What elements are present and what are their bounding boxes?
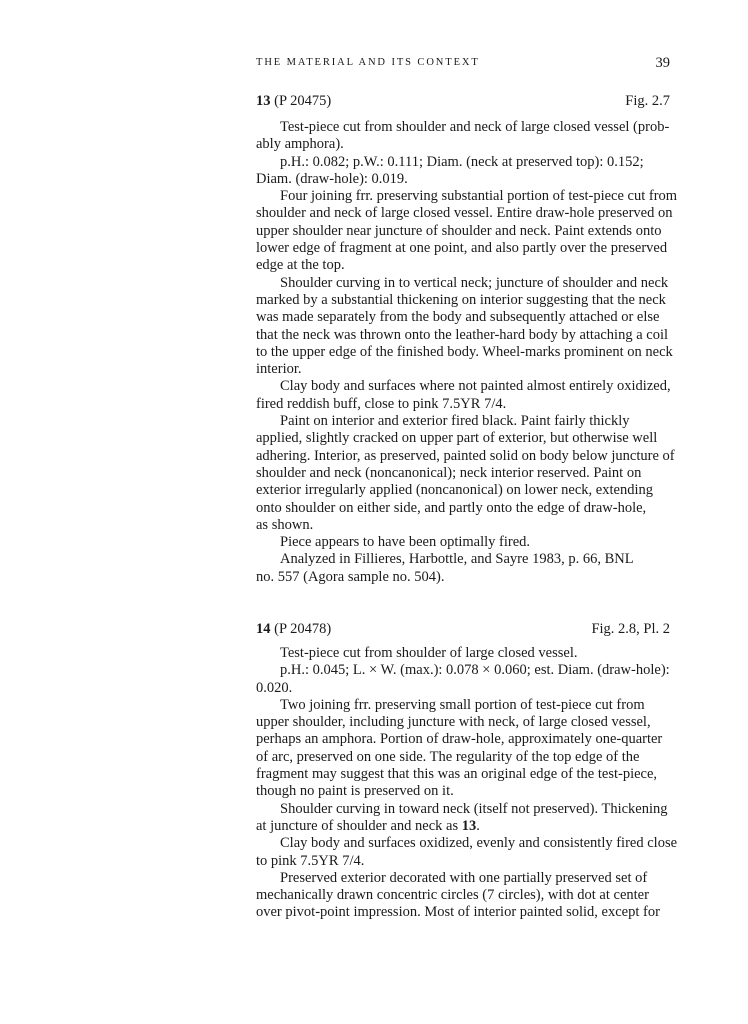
entry-body — [256, 645, 678, 922]
paragraph-analysis — [256, 551, 670, 586]
text-line: shoulder and neck of large closed vessel. Entire draw-hole preserved on — [256, 205, 673, 222]
text-line: Clay body and surfaces oxidized, evenly and consistently fired close — [280, 835, 678, 852]
text-line: mechanically drawn concentric circles (7 circles), with dot at center — [256, 887, 649, 904]
text-line: Diam. (draw-hole): 0.019. — [256, 170, 408, 187]
paragraph-preservation — [256, 188, 678, 274]
text-line: ably amphora). — [256, 136, 344, 153]
paragraph-paint — [256, 413, 675, 534]
text-line: p.H.: 0.045; L. × W. (max.): 0.078 × 0.060; est. Diam. (draw-hole): — [280, 662, 670, 679]
paragraph-description — [256, 645, 670, 662]
paragraph-shape — [256, 274, 673, 379]
text-line: shoulder and neck (noncanonical); neck interior reserved. Paint on — [256, 464, 642, 481]
entry-number: 13 — [256, 93, 271, 109]
entry-heading — [256, 620, 670, 642]
running-title: THE MATERIAL AND ITS CONTEXT — [256, 57, 480, 68]
text-line: Four joining frr. preserving substantial portion of test-piece cut from — [280, 188, 678, 205]
text-line: Piece appears to have been optimally fired. — [280, 534, 531, 551]
text-line: edge at the top. — [256, 257, 345, 274]
text-line: to the upper edge of the finished body. Wheel-marks prominent on neck — [256, 343, 673, 360]
text-line: applied, slightly cracked on upper part of exterior, but otherwise well — [256, 430, 658, 447]
text-line: was made separately from the body and subsequently attached or else — [256, 309, 660, 326]
figure-reference: Fig. 2.8, Pl. 2 — [591, 621, 670, 637]
text-line: that the neck was thrown onto the leather-hard body by attaching a coil — [256, 326, 669, 343]
entry-body — [256, 119, 678, 586]
figure-reference: Fig. 2.7 — [625, 93, 670, 109]
paragraph-shape — [256, 801, 670, 836]
text-line: of arc, preserved on one side. The regularity of the top edge of the — [256, 748, 640, 765]
text-line: fired reddish buff, close to pink 7.5YR 7/4. — [256, 395, 507, 412]
paragraph-clay — [256, 835, 678, 870]
text-line: Shoulder curving in toward neck (itself not preserved). Thickening — [280, 800, 668, 817]
text-line: Test-piece cut from shoulder of large closed vessel. — [280, 645, 578, 661]
entry-inventory: (P 20475) — [270, 93, 332, 109]
text-line: upper shoulder near juncture of shoulder and neck. Paint extends onto — [256, 222, 662, 239]
paragraph-clay — [256, 378, 670, 413]
text-line: as shown. — [256, 516, 314, 533]
text-line: over pivot-point impression. Most of interior painted solid, except for — [256, 904, 660, 921]
page-number: 39 — [655, 55, 670, 71]
running-header — [256, 56, 670, 72]
text-line: Preserved exterior decorated with one partially preserved set of — [280, 869, 648, 886]
text-line: Two joining frr. preserving small portion of test-piece cut from — [280, 696, 645, 713]
entry-number: 14 — [256, 621, 271, 637]
text-line: fragment may suggest that this was an original edge of the test-piece, — [256, 766, 658, 783]
catalog-entry-13 — [256, 92, 678, 586]
catalog-entry-14 — [256, 620, 678, 922]
entry-inventory: (P 20478) — [270, 621, 332, 637]
paragraph-description — [256, 119, 670, 154]
text-line: upper shoulder, including juncture with neck, of large closed vessel, — [256, 714, 651, 731]
text-fragment: at juncture of shoulder and neck as — [256, 817, 462, 834]
text-line: Clay body and surfaces where not painted almost entirely oxidized, — [280, 378, 671, 395]
cross-reference: 13 — [461, 817, 477, 834]
text-line: onto shoulder on either side, and partly onto the edge of draw-hole, — [256, 499, 647, 516]
entry-heading — [256, 92, 670, 114]
text-fragment: . — [476, 817, 480, 834]
text-line: marked by a substantial thickening on interior suggesting that the neck — [256, 291, 666, 308]
paragraph-decoration — [256, 870, 670, 922]
paragraph-dimensions — [256, 662, 670, 697]
text-line — [256, 818, 670, 835]
text-line: interior. — [256, 361, 302, 378]
text-line: Analyzed in Fillieres, Harbottle, and Sayre 1983, p. 66, BNL — [280, 551, 634, 568]
text-line: Paint on interior and exterior fired black. Paint fairly thickly — [280, 413, 630, 430]
text-line: p.H.: 0.082; p.W.: 0.111; Diam. (neck at preserved top): 0.152; — [280, 153, 644, 170]
text-line: 0.020. — [256, 679, 293, 696]
text-line: to pink 7.5YR 7/4. — [256, 852, 365, 869]
text-line: Test-piece cut from shoulder and neck of large closed vessel (prob- — [280, 119, 670, 135]
text-line: adhering. Interior, as preserved, painted solid on body below juncture of — [256, 447, 675, 464]
text-line: no. 557 (Agora sample no. 504). — [256, 568, 445, 585]
text-line: exterior irregularly applied (noncanonical) on lower neck, extending — [256, 482, 653, 499]
text-line: lower edge of fragment at one point, and also partly over the preserved — [256, 240, 668, 257]
paragraph-firing — [256, 534, 670, 551]
paragraph-preservation — [256, 697, 670, 801]
text-line: perhaps an amphora. Portion of draw-hole, approximately one-quarter — [256, 731, 663, 748]
text-line: though no paint is preserved on it. — [256, 783, 454, 800]
paragraph-dimensions — [256, 154, 670, 189]
text-line: Shoulder curving in to vertical neck; juncture of shoulder and neck — [280, 274, 669, 291]
